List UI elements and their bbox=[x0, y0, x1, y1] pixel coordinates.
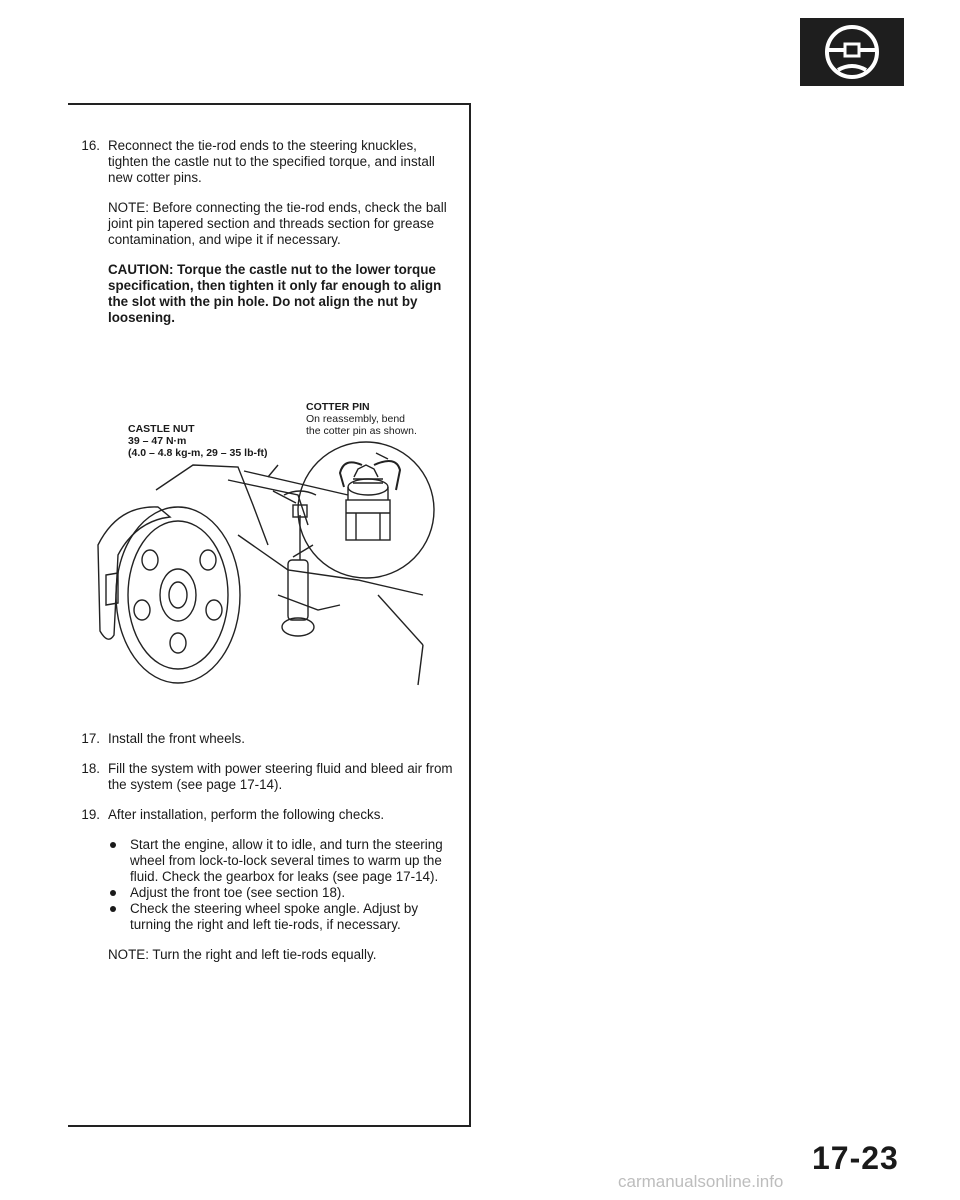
cotter-pin-line-1: On reassembly, bend bbox=[306, 413, 406, 425]
castle-nut-label bbox=[128, 423, 267, 459]
note-text: NOTE: Before connecting the tie-rod ends, check the ball joint pin tapered section and threads section for grease contamination, and wipe it if necessary. bbox=[108, 200, 447, 247]
top-rule bbox=[68, 103, 470, 105]
step-16-block bbox=[78, 138, 454, 340]
step-16 bbox=[78, 138, 454, 186]
cotter-pin-label bbox=[306, 401, 417, 437]
castle-nut-torque-nm: 39 – 47 N·m bbox=[128, 435, 187, 447]
bottom-rule bbox=[68, 1125, 470, 1127]
cotter-pin-line-2: the cotter pin as shown. bbox=[306, 425, 417, 437]
step-number: 16. bbox=[81, 138, 100, 153]
step-text: Fill the system with power steering fluid and bleed air from the system (see page 17-14). bbox=[108, 761, 453, 792]
castle-nut-torque-alt: (4.0 – 4.8 kg-m, 29 – 35 lb-ft) bbox=[128, 447, 268, 459]
tie-rod-figure bbox=[78, 395, 458, 690]
step-number: 19. bbox=[81, 807, 100, 822]
step-17 bbox=[78, 731, 454, 747]
list-item: Adjust the front toe (see section 18). bbox=[108, 885, 454, 901]
watermark-text: carmanualsonline.info bbox=[618, 1172, 784, 1191]
bullet-icon bbox=[110, 906, 116, 912]
cotter-pin-title: COTTER PIN bbox=[306, 401, 370, 413]
final-note: NOTE: Turn the right and left tie-rods equally. bbox=[108, 947, 377, 962]
step-number: 17. bbox=[81, 731, 100, 746]
castle-nut-title: CASTLE NUT bbox=[128, 423, 195, 435]
column-rule bbox=[469, 103, 471, 1127]
bullet-icon bbox=[110, 842, 116, 848]
bullet-icon bbox=[110, 890, 116, 896]
page-number: 17-23 bbox=[812, 1140, 899, 1176]
caution-text: CAUTION: Torque the castle nut to the lower torque specification, then tighten it only far enough to align the slot with the pin hole. Do not align the nut by loosening. bbox=[108, 262, 442, 325]
list-item: Check the steering wheel spoke angle. Adjust by turning the right and left tie-rods, if necessary. bbox=[108, 901, 454, 933]
steering-wheel-icon bbox=[800, 18, 904, 86]
section-icon-box bbox=[800, 18, 904, 86]
list-item: Start the engine, allow it to idle, and turn the steering wheel from lock-to-lock several times to warm up the fluid. Check the gearbox for leaks (see page 17-14). bbox=[108, 837, 454, 885]
step-number: 18. bbox=[81, 761, 100, 776]
step-18 bbox=[78, 761, 454, 793]
step-text: Reconnect the tie-rod ends to the steering knuckles, tighten the castle nut to the specified torque, and install new cotter pins. bbox=[108, 138, 435, 185]
check-list bbox=[108, 837, 454, 933]
step-text: Install the front wheels. bbox=[108, 731, 245, 746]
step-19 bbox=[78, 807, 454, 823]
steps-17-19-block bbox=[78, 731, 454, 976]
step-text: After installation, perform the following checks. bbox=[108, 807, 385, 822]
